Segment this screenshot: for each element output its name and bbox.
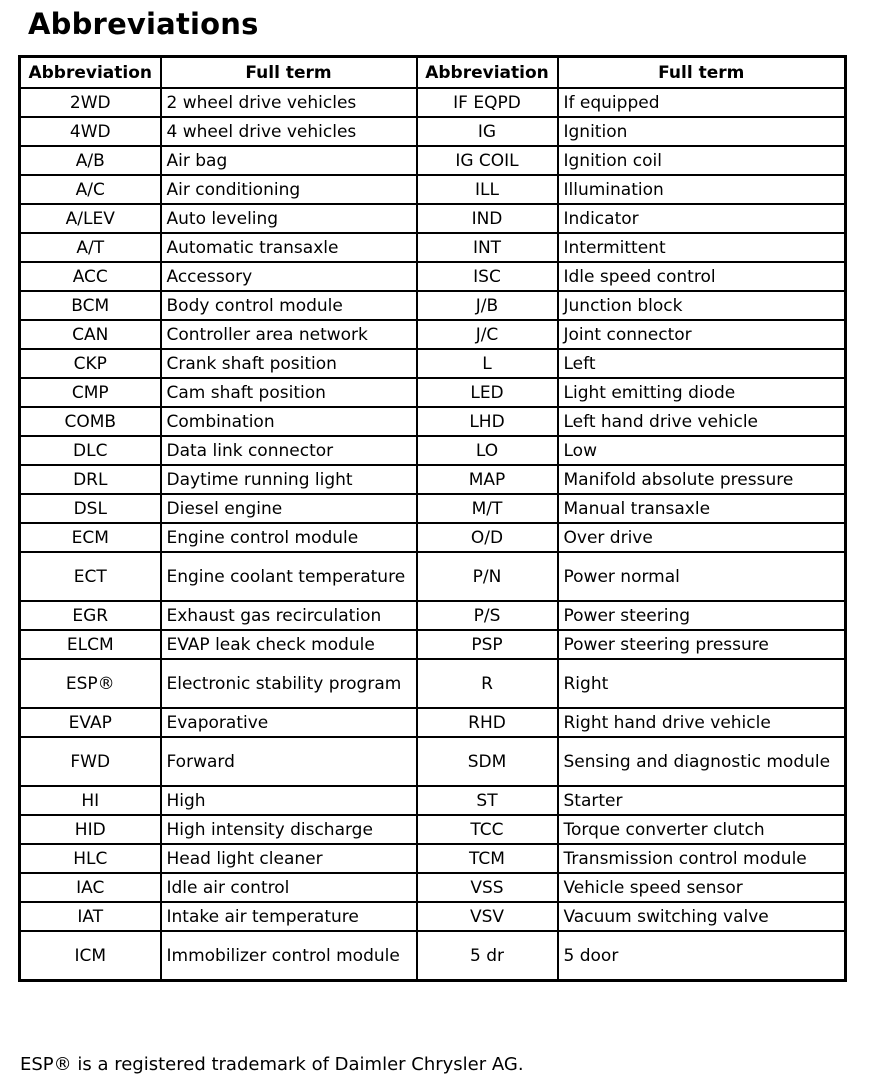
full-term-left-cell: EVAP leak check module <box>161 630 417 659</box>
full-term-right-cell: 5 door <box>558 931 846 981</box>
abbreviation-left-cell: CKP <box>20 349 161 378</box>
full-term-left-cell: Crank shaft position <box>161 349 417 378</box>
abbreviation-right-cell: R <box>417 659 558 708</box>
abbreviation-right-cell: LO <box>417 436 558 465</box>
abbreviation-left-cell: 2WD <box>20 88 161 117</box>
full-term-left-cell: Combination <box>161 407 417 436</box>
full-term-left-cell: Air bag <box>161 146 417 175</box>
full-term-left-cell: Automatic transaxle <box>161 233 417 262</box>
abbreviation-left-cell: IAC <box>20 873 161 902</box>
table-row <box>20 844 846 873</box>
abbreviation-right-cell: IG COIL <box>417 146 558 175</box>
full-term-left-cell: Evaporative <box>161 708 417 737</box>
table-row <box>20 659 846 708</box>
abbreviation-left-cell: HID <box>20 815 161 844</box>
header-full-term-right: Full term <box>558 57 846 89</box>
abbreviation-right-cell: VSV <box>417 902 558 931</box>
page-title: Abbreviations <box>28 7 259 41</box>
table-row <box>20 931 846 981</box>
full-term-right-cell: Sensing and diagnostic module <box>558 737 846 786</box>
abbreviation-left-cell: EGR <box>20 601 161 630</box>
abbreviation-right-cell: RHD <box>417 708 558 737</box>
full-term-left-cell: Controller area network <box>161 320 417 349</box>
header-abbreviation-left: Abbreviation <box>20 57 161 89</box>
abbreviation-left-cell: A/B <box>20 146 161 175</box>
full-term-right-cell: Left hand drive vehicle <box>558 407 846 436</box>
full-term-right-cell: Ignition <box>558 117 846 146</box>
table-row <box>20 815 846 844</box>
abbreviation-right-cell: TCC <box>417 815 558 844</box>
abbreviation-left-cell: 4WD <box>20 117 161 146</box>
abbreviation-left-cell: DSL <box>20 494 161 523</box>
full-term-left-cell: Accessory <box>161 262 417 291</box>
table-row <box>20 88 846 117</box>
abbreviation-left-cell: IAT <box>20 902 161 931</box>
table-row <box>20 786 846 815</box>
abbreviation-right-cell: IG <box>417 117 558 146</box>
abbreviation-right-cell: LED <box>417 378 558 407</box>
abbreviation-right-cell: P/S <box>417 601 558 630</box>
full-term-right-cell: Vehicle speed sensor <box>558 873 846 902</box>
abbreviation-right-cell: J/C <box>417 320 558 349</box>
table-header-row <box>20 57 846 89</box>
full-term-left-cell: Exhaust gas recirculation <box>161 601 417 630</box>
abbreviation-right-cell: O/D <box>417 523 558 552</box>
full-term-left-cell: Forward <box>161 737 417 786</box>
full-term-right-cell: Idle speed control <box>558 262 846 291</box>
abbreviation-right-cell: IND <box>417 204 558 233</box>
abbreviation-left-cell: A/C <box>20 175 161 204</box>
full-term-right-cell: Left <box>558 349 846 378</box>
abbreviation-left-cell: HLC <box>20 844 161 873</box>
abbreviation-right-cell: VSS <box>417 873 558 902</box>
full-term-right-cell: Intermittent <box>558 233 846 262</box>
table-row <box>20 601 846 630</box>
abbreviation-right-cell: MAP <box>417 465 558 494</box>
abbreviation-right-cell: LHD <box>417 407 558 436</box>
table-row <box>20 175 846 204</box>
table-row <box>20 630 846 659</box>
full-term-right-cell: Manifold absolute pressure <box>558 465 846 494</box>
abbreviation-right-cell: ILL <box>417 175 558 204</box>
table-row <box>20 737 846 786</box>
full-term-right-cell: Right hand drive vehicle <box>558 708 846 737</box>
table-row <box>20 873 846 902</box>
abbreviation-left-cell: DRL <box>20 465 161 494</box>
abbreviation-right-cell: SDM <box>417 737 558 786</box>
full-term-left-cell: 2 wheel drive vehicles <box>161 88 417 117</box>
abbreviation-right-cell: ST <box>417 786 558 815</box>
abbreviation-right-cell: M/T <box>417 494 558 523</box>
table-body <box>20 88 846 981</box>
header-full-term-left: Full term <box>161 57 417 89</box>
full-term-right-cell: Power steering <box>558 601 846 630</box>
abbreviation-left-cell: FWD <box>20 737 161 786</box>
full-term-right-cell: If equipped <box>558 88 846 117</box>
abbreviation-left-cell: BCM <box>20 291 161 320</box>
full-term-left-cell: Idle air control <box>161 873 417 902</box>
abbreviation-left-cell: CMP <box>20 378 161 407</box>
abbreviation-right-cell: TCM <box>417 844 558 873</box>
abbreviations-table <box>18 55 847 982</box>
table-row <box>20 117 846 146</box>
full-term-right-cell: Starter <box>558 786 846 815</box>
table-row <box>20 349 846 378</box>
full-term-right-cell: Vacuum switching valve <box>558 902 846 931</box>
full-term-left-cell: Data link connector <box>161 436 417 465</box>
table-row <box>20 902 846 931</box>
full-term-left-cell: High <box>161 786 417 815</box>
abbreviation-right-cell: ISC <box>417 262 558 291</box>
full-term-left-cell: Cam shaft position <box>161 378 417 407</box>
full-term-left-cell: Electronic stability program <box>161 659 417 708</box>
full-term-left-cell: Engine coolant temperature <box>161 552 417 601</box>
table-row <box>20 378 846 407</box>
table-row <box>20 407 846 436</box>
full-term-right-cell: Joint connector <box>558 320 846 349</box>
full-term-left-cell: Diesel engine <box>161 494 417 523</box>
table-row <box>20 262 846 291</box>
full-term-right-cell: Junction block <box>558 291 846 320</box>
full-term-right-cell: Illumination <box>558 175 846 204</box>
full-term-right-cell: Power normal <box>558 552 846 601</box>
full-term-right-cell: Right <box>558 659 846 708</box>
full-term-right-cell: Light emitting diode <box>558 378 846 407</box>
abbreviation-right-cell: P/N <box>417 552 558 601</box>
full-term-right-cell: Over drive <box>558 523 846 552</box>
abbreviation-left-cell: ICM <box>20 931 161 981</box>
full-term-right-cell: Power steering pressure <box>558 630 846 659</box>
abbreviation-left-cell: EVAP <box>20 708 161 737</box>
full-term-left-cell: Body control module <box>161 291 417 320</box>
full-term-left-cell: Immobilizer control module <box>161 931 417 981</box>
table-row <box>20 233 846 262</box>
abbreviation-left-cell: ECM <box>20 523 161 552</box>
abbreviation-left-cell: ECT <box>20 552 161 601</box>
abbreviation-left-cell: HI <box>20 786 161 815</box>
table-row <box>20 465 846 494</box>
full-term-right-cell: Torque converter clutch <box>558 815 846 844</box>
full-term-right-cell: Low <box>558 436 846 465</box>
full-term-left-cell: Daytime running light <box>161 465 417 494</box>
full-term-left-cell: Head light cleaner <box>161 844 417 873</box>
abbreviation-left-cell: COMB <box>20 407 161 436</box>
table-row <box>20 552 846 601</box>
full-term-right-cell: Manual transaxle <box>558 494 846 523</box>
table-row <box>20 320 846 349</box>
full-term-right-cell: Transmission control module <box>558 844 846 873</box>
abbreviation-right-cell: J/B <box>417 291 558 320</box>
full-term-left-cell: Auto leveling <box>161 204 417 233</box>
abbreviation-left-cell: CAN <box>20 320 161 349</box>
table-row <box>20 146 846 175</box>
abbreviation-left-cell: A/T <box>20 233 161 262</box>
abbreviation-left-cell: DLC <box>20 436 161 465</box>
abbreviation-right-cell: PSP <box>417 630 558 659</box>
full-term-right-cell: Ignition coil <box>558 146 846 175</box>
full-term-left-cell: Engine control module <box>161 523 417 552</box>
table-row <box>20 204 846 233</box>
footnote: ESP® is a registered trademark of Daimler Chrysler AG. <box>20 1054 524 1075</box>
abbreviation-left-cell: ACC <box>20 262 161 291</box>
full-term-left-cell: Air conditioning <box>161 175 417 204</box>
header-abbreviation-right: Abbreviation <box>417 57 558 89</box>
full-term-left-cell: High intensity discharge <box>161 815 417 844</box>
table-row <box>20 494 846 523</box>
table-row <box>20 436 846 465</box>
abbreviation-right-cell: IF EQPD <box>417 88 558 117</box>
abbreviation-left-cell: A/LEV <box>20 204 161 233</box>
abbreviation-left-cell: ELCM <box>20 630 161 659</box>
full-term-right-cell: Indicator <box>558 204 846 233</box>
table-row <box>20 708 846 737</box>
full-term-left-cell: Intake air temperature <box>161 902 417 931</box>
abbreviation-right-cell: 5 dr <box>417 931 558 981</box>
table-row <box>20 523 846 552</box>
abbreviation-right-cell: INT <box>417 233 558 262</box>
full-term-left-cell: 4 wheel drive vehicles <box>161 117 417 146</box>
abbreviation-right-cell: L <box>417 349 558 378</box>
abbreviation-left-cell: ESP® <box>20 659 161 708</box>
table-row <box>20 291 846 320</box>
